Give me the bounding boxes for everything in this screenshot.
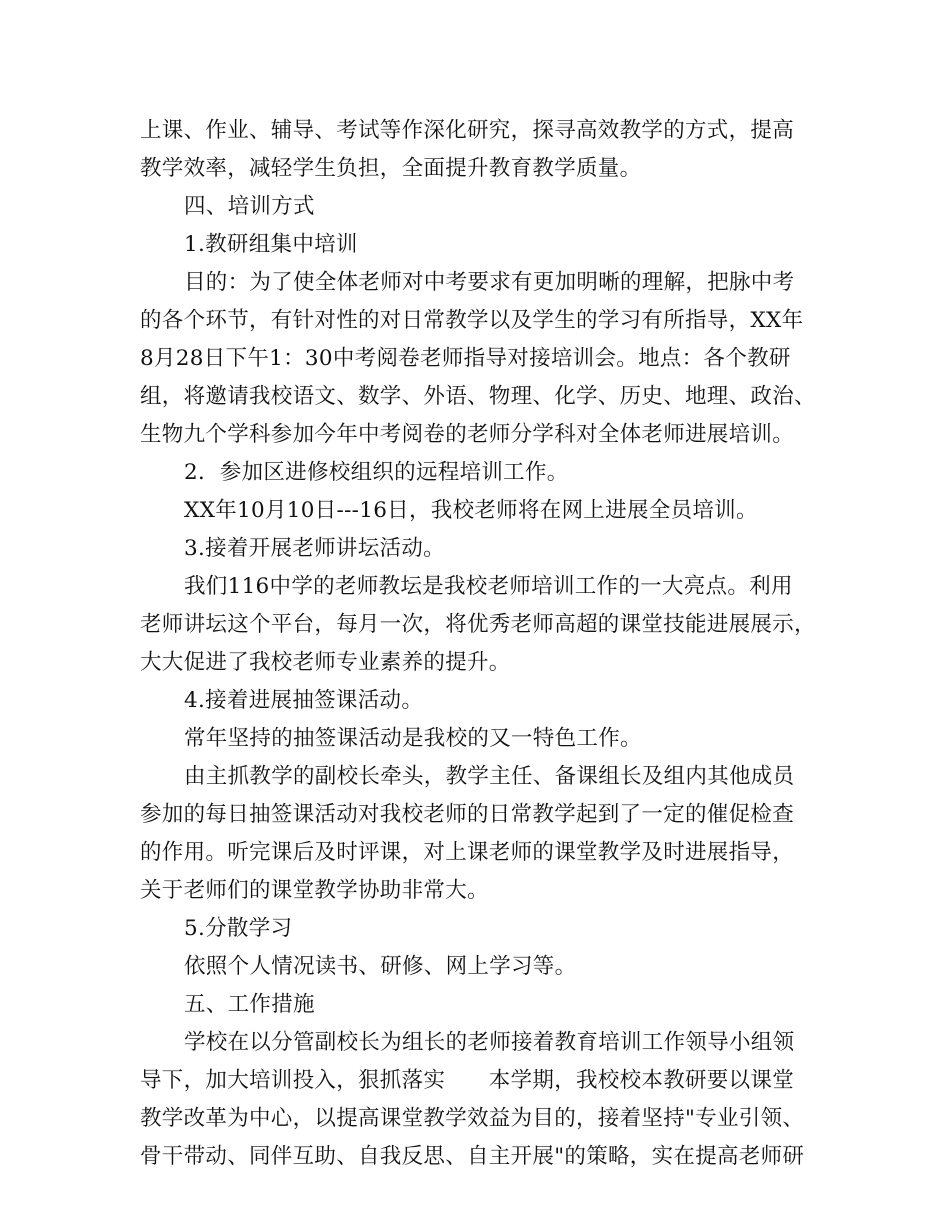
subsection-heading: 3.接着开展老师讲坛活动。	[184, 536, 445, 561]
text-line: 的各个环节，有针对性的对日常教学以及学生的学习有所指导，XX年	[140, 308, 804, 333]
text-line: 关于老师们的课堂教学协助非常大。	[140, 878, 489, 903]
text-line: 我们116中学的老师教坛是我校老师培训工作的一大亮点。利用	[184, 574, 793, 599]
text-line: 老师讲坛这个平台，每月一次，将优秀老师高超的课堂技能进展展示，	[140, 612, 816, 637]
text-line: 教学效率，减轻学生负担，全面提升教育教学质量。	[140, 156, 642, 181]
text-line: 常年坚持的抽签课活动是我校的又一特色工作。	[184, 726, 642, 751]
text-line: 的作用。听完课后及时评课，对上课老师的课堂教学及时进展指导，	[140, 840, 795, 865]
text-line: 由主抓教学的副校长牵头，教学主任、备课组长及组内其他成员	[184, 764, 795, 789]
text-line: 目的：为了使全体老师对中考要求有更加明晰的理解，把脉中考	[184, 270, 795, 295]
text-line: 导下，加大培训投入，狠抓落实 本学期，我校校本教研要以课堂	[140, 1068, 795, 1093]
text-line: 生物九个学科参加今年中考阅卷的老师分学科对全体老师进展培训。	[140, 422, 795, 447]
text-line: XX年10月10日---16日，我校老师将在网上进展全员培训。	[184, 498, 758, 523]
subsection-heading: 5.分散学习	[184, 916, 293, 941]
section-heading: 五、工作措施	[184, 992, 315, 1017]
text-line: 骨干带动、同伴互助、自我反思、自主开展"的策略，实在提高老师研	[140, 1144, 805, 1169]
text-line: 组，将邀请我校语文、数学、外语、物理、化学、历史、地理、政治、	[140, 384, 816, 409]
text-line: 参加的每日抽签课活动对我校老师的日常教学起到了一定的催促检查	[140, 802, 795, 827]
subsection-heading: 2．参加区进修校组织的远程培训工作。	[184, 460, 569, 485]
text-line: 学校在以分管副校长为组长的老师接着教育培训工作领导小组领	[184, 1030, 795, 1055]
text-line: 教学改革为中心，以提高课堂教学效益为目的，接着坚持"专业引领、	[140, 1106, 805, 1131]
text-line: 8月28日下午1：30中考阅卷老师指导对接培训会。地点：各个教研	[140, 346, 791, 371]
text-line: 依照个人情况读书、研修、网上学习等。	[184, 954, 577, 979]
section-heading: 四、培训方式	[184, 194, 315, 219]
text-line: 大大促进了我校老师专业素养的提升。	[140, 650, 511, 675]
subsection-heading: 4.接着进展抽签课活动。	[184, 688, 424, 713]
subsection-heading: 1.教研组集中培训	[184, 232, 358, 257]
text-line: 上课、作业、辅导、考试等作深化研究，探寻高效教学的方式，提高	[140, 118, 795, 143]
